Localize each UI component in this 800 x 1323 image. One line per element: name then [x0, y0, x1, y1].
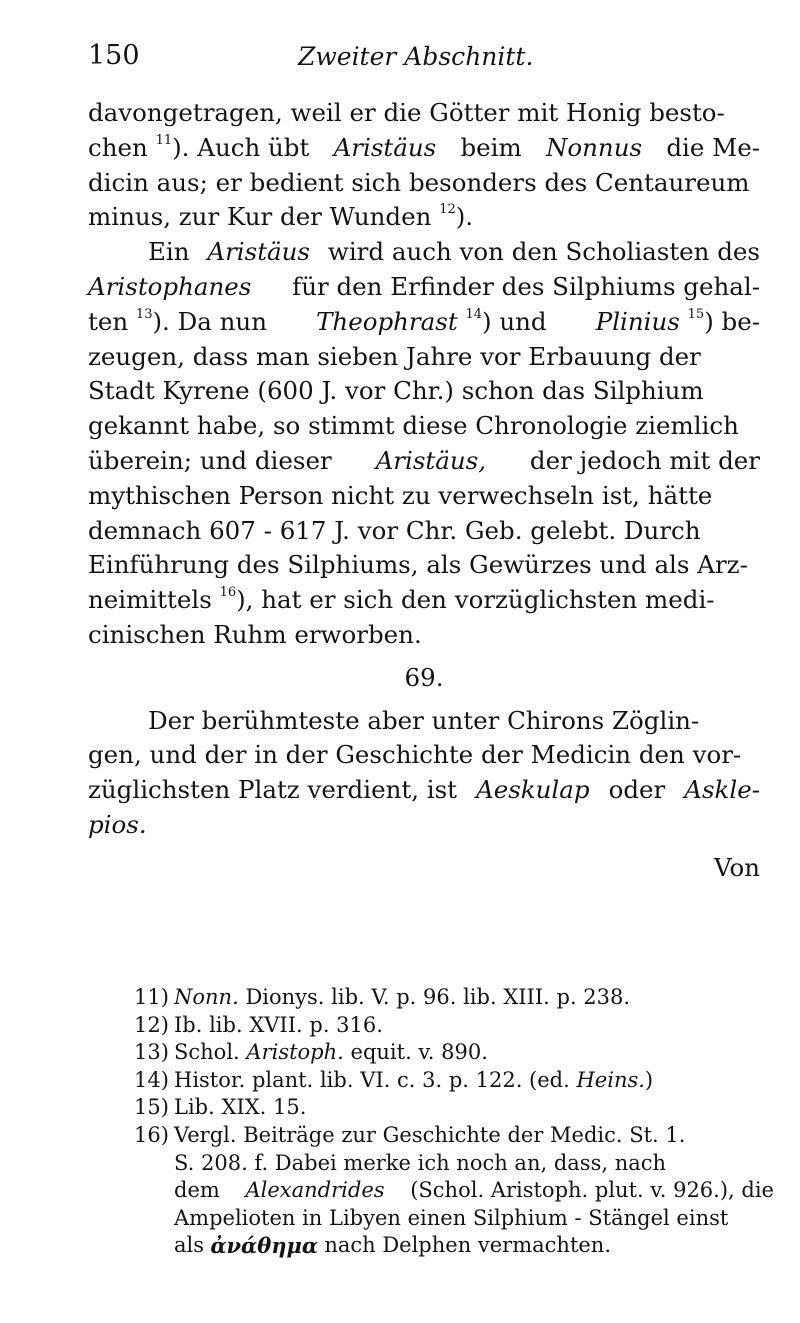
page-number: 150 [88, 40, 140, 71]
text-line: zeugen, dass man sieben Jahre vor Erbauung der [88, 341, 701, 371]
footnote: 16) Vergl. Beiträge zur Geschichte der Medic. St. 1. S. 208. f. Dabei merke ich noch an, dass, nach dem Alexandrides (Schol. Aristoph. plut. v. 926.), die Ampelioten in Libyen einen Silphium - Stängel einst als ἀνάθημα nach Delphen vermachten. [134, 1122, 774, 1259]
text-line: minus, zur Kur der Wunden $^{12}$). [88, 202, 474, 232]
text-line: Einführung des Silphiums, als Gewürzes und als Arz- [88, 550, 748, 580]
text-line: überein; und dieser Aristäus, der jedoch mit der [88, 445, 760, 475]
footnote: 14) Histor. plant. lib. VI. c. 3. p. 122. (ed. Heins.) [134, 1067, 654, 1092]
text-line: pios. [88, 809, 147, 839]
text-line: chen $^{11}$). Auch übt Aristäus beim Nonnus die Me- [88, 132, 760, 162]
page-header [88, 40, 748, 80]
footnotes [134, 984, 774, 1260]
text-line: davongetragen, weil er die Götter mit Honig besto- [88, 98, 725, 127]
text-line: gen, und der in der Geschichte der Medicin den vor- [88, 740, 742, 770]
section-number: 69. [404, 662, 444, 692]
running-title: Zweiter Abschnitt. [298, 42, 534, 71]
text-line: züglichsten Platz verdient, ist Aeskulap oder Askle- [88, 775, 760, 805]
text-line: demnach 607 - 617 J. vor Chr. Geb. gelebt. Durch [88, 515, 701, 545]
catchword: Von [714, 852, 760, 882]
footnote: 13) Schol. Aristoph. equit. v. 890. [134, 1040, 488, 1065]
text-line: gekannt habe, so stimmt diese Chronologie ziemlich [88, 411, 739, 441]
text-line: cinischen Ruhm erworben. [88, 619, 422, 649]
text-line: Aristophanes für den Erfinder des Silphiums gehal- [88, 271, 760, 301]
text-line: Der berühmteste aber unter Chirons Zöglin- [148, 705, 700, 735]
text-line: dicin aus; er bedient sich besonders des Centaureum [88, 167, 750, 197]
text-line: Ein Aristäus wird auch von den Scholiasten des [148, 237, 760, 267]
footnote: 15) Lib. XIX. 15. [134, 1095, 307, 1120]
text-line: ten $^{13}$). Da nun Theophrast $^{14}$) und Plinius $^{15}$) be- [88, 306, 760, 336]
text-line: Stadt Kyrene (600 J. vor Chr.) schon das Silphium [88, 376, 704, 406]
footnote: 12) Ib. lib. XVII. p. 316. [134, 1012, 383, 1037]
footnote: 11) Nonn. Dionys. lib. V. p. 96. lib. XIII. p. 238. [134, 985, 631, 1009]
main-text [88, 96, 760, 886]
text-line: neimittels $^{16}$), hat er sich den vorzüglichsten medi- [88, 585, 715, 615]
text-line: mythischen Person nicht zu verwechseln ist, hätte [88, 480, 713, 510]
